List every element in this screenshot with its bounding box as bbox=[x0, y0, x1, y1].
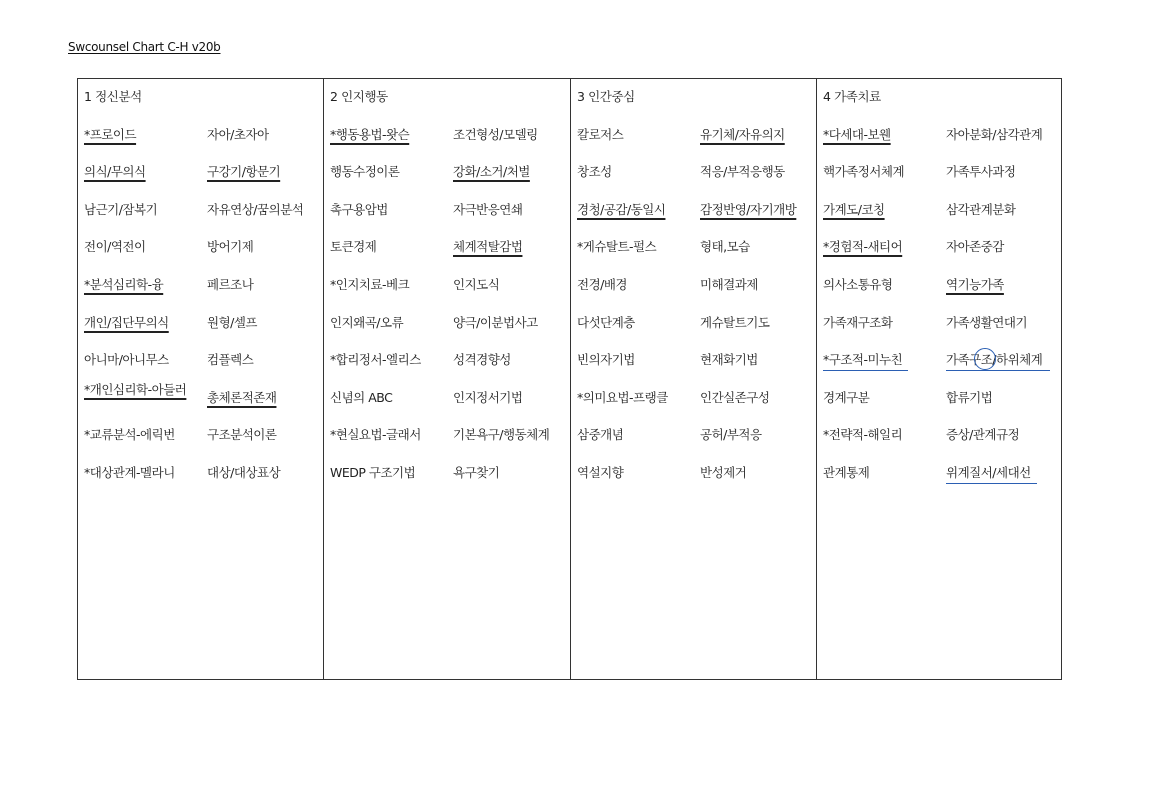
cell: 공허/부적응 bbox=[700, 427, 762, 442]
cell: 삼각관계분화 bbox=[946, 202, 1016, 217]
cell: 대상/대상표상 bbox=[207, 465, 281, 480]
cell: 촉구용암법 bbox=[330, 202, 388, 217]
cell: *의미요법-프랭클 bbox=[577, 390, 668, 405]
cell: *교류분석-에릭번 bbox=[84, 427, 175, 442]
cell: 핵가족정서체계 bbox=[823, 164, 905, 179]
cell: 자아/초자아 bbox=[207, 127, 269, 142]
cell: 의식/무의식 bbox=[84, 164, 146, 179]
cell: 인지도식 bbox=[453, 277, 500, 292]
cell: 현재화기법 bbox=[700, 352, 758, 367]
cell: 역기능가족 bbox=[946, 277, 1004, 292]
cell: *분석심리학-융 bbox=[84, 277, 164, 292]
cell: WEDP 구조기법 bbox=[330, 465, 416, 480]
cell: 성격경향성 bbox=[453, 352, 511, 367]
column-title: 1 정신분석 bbox=[84, 89, 142, 104]
cell: *대상관계-멜라니 bbox=[84, 465, 175, 480]
cell: 인간실존구성 bbox=[700, 390, 770, 405]
column-cognitive-behavioral bbox=[324, 79, 571, 679]
cell: 자아분화/삼각관계 bbox=[946, 127, 1043, 142]
cell: 가족생활연대기 bbox=[946, 315, 1028, 330]
column-title: 3 인간중심 bbox=[577, 89, 635, 104]
cell: 조건형성/모델링 bbox=[453, 127, 538, 142]
cell: 행동수정이론 bbox=[330, 164, 400, 179]
cell: *다세대-보웬 bbox=[823, 127, 891, 142]
cell: *전략적-해일리 bbox=[823, 427, 903, 442]
column-title: 2 인지행동 bbox=[330, 89, 388, 104]
cell: 경청/공감/동일시 bbox=[577, 202, 666, 217]
cell: 경계구분 bbox=[823, 390, 870, 405]
cell: 원형/셀프 bbox=[207, 315, 258, 330]
cell: 토큰경제 bbox=[330, 239, 377, 254]
cell: 적응/부적응행동 bbox=[700, 164, 785, 179]
cell: *행동용법-왓슨 bbox=[330, 127, 410, 142]
chart-table bbox=[77, 78, 1062, 680]
column-psychoanalysis bbox=[78, 79, 324, 679]
cell: 역설지향 bbox=[577, 465, 624, 480]
cell: 양극/이분법사고 bbox=[453, 315, 538, 330]
cell: 신념의 ABC bbox=[330, 390, 393, 405]
cell: 위계질서/세대선 bbox=[946, 465, 1037, 481]
column-family-therapy bbox=[817, 79, 1061, 679]
cell: 페르조나 bbox=[207, 277, 254, 292]
cell: 자유연상/꿈의분석 bbox=[207, 202, 304, 217]
cell: 자아존중감 bbox=[946, 239, 1004, 254]
cell: 미해결과제 bbox=[700, 277, 758, 292]
column-person-centered bbox=[571, 79, 817, 679]
cell: 아니마/아니무스 bbox=[84, 352, 169, 367]
cell: *프로이드 bbox=[84, 127, 137, 142]
cell: 총체론적존재 bbox=[207, 390, 277, 405]
cell: 삼중개념 bbox=[577, 427, 624, 442]
cell: 가계도/코칭 bbox=[823, 202, 885, 217]
cell: *개인심리학-아들러 bbox=[84, 382, 187, 397]
cell: 가족구조/하위체계 bbox=[946, 352, 1050, 368]
cell: 관계통제 bbox=[823, 465, 870, 480]
cell: 형태,모습 bbox=[700, 239, 750, 254]
cell: 전이/역전이 bbox=[84, 239, 146, 254]
cell: 구조분석이론 bbox=[207, 427, 277, 442]
cell: 구강기/항문기 bbox=[207, 164, 281, 179]
cell: 컴플렉스 bbox=[207, 352, 254, 367]
cell: *게슈탈트-펄스 bbox=[577, 239, 657, 254]
cell: 개인/집단무의식 bbox=[84, 315, 169, 330]
cell: *합리정서-엘리스 bbox=[330, 352, 421, 367]
cell: 칼로저스 bbox=[577, 127, 624, 142]
cell: 유기체/자유의지 bbox=[700, 127, 785, 142]
cell: 감정반영/자기개방 bbox=[700, 202, 797, 217]
cell: 인지왜곡/오류 bbox=[330, 315, 404, 330]
cell: 합류기법 bbox=[946, 390, 993, 405]
document-title: Swcounsel Chart C-H v20b bbox=[68, 40, 221, 54]
cell: 남근기/잠복기 bbox=[84, 202, 158, 217]
cell: 게슈탈트기도 bbox=[700, 315, 770, 330]
circle-annotation bbox=[974, 348, 996, 370]
cell: *현실요법-글래서 bbox=[330, 427, 421, 442]
cell: 전경/배경 bbox=[577, 277, 628, 292]
cell: 강화/소거/처벌 bbox=[453, 164, 530, 179]
column-title: 4 가족치료 bbox=[823, 89, 881, 104]
cell: *인지치료-베크 bbox=[330, 277, 410, 292]
cell: 의사소통유형 bbox=[823, 277, 893, 292]
cell: 빈의자기법 bbox=[577, 352, 635, 367]
cell: 증상/관계규정 bbox=[946, 427, 1020, 442]
cell: 욕구찾기 bbox=[453, 465, 500, 480]
cell: *구조적-미누친 bbox=[823, 352, 908, 368]
cell: 다섯단계층 bbox=[577, 315, 635, 330]
cell: 자극반응연쇄 bbox=[453, 202, 523, 217]
cell: 방어기제 bbox=[207, 239, 254, 254]
cell: 기본욕구/행동체계 bbox=[453, 427, 550, 442]
cell: 체계적탈감법 bbox=[453, 239, 523, 254]
cell: 반성제거 bbox=[700, 465, 747, 480]
cell: 창조성 bbox=[577, 164, 612, 179]
cell: 인지정서기법 bbox=[453, 390, 523, 405]
cell: 가족투사과정 bbox=[946, 164, 1016, 179]
cell: 가족재구조화 bbox=[823, 315, 893, 330]
cell: *경험적-새티어 bbox=[823, 239, 903, 254]
